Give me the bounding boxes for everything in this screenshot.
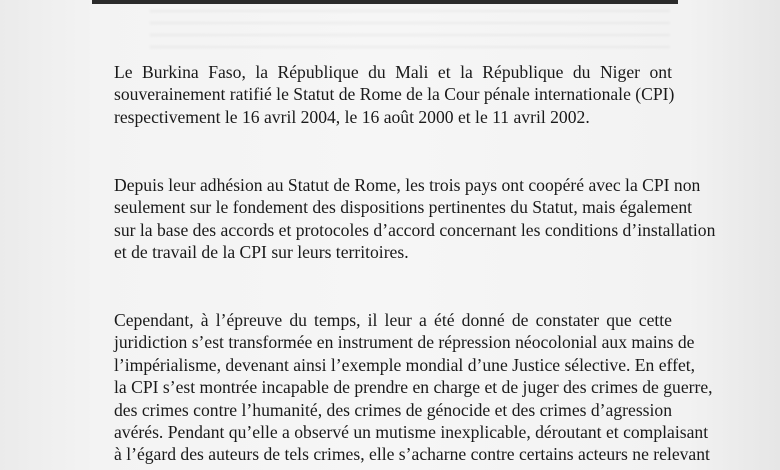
- text-line: l’impérialisme, devenant ainsi l’exemple mondial d’une Justice sélective. En effet,: [114, 354, 696, 375]
- text-line: Depuis leur adhésion au Statut de Rome, les trois pays ont coopéré avec la CPI non: [114, 175, 701, 195]
- text-line: des crimes contre l’humanité, des crimes de génocide et des crimes d’agression: [114, 399, 672, 420]
- text-line: avérés. Pendant qu’elle a observé un mutisme inexplicable, déroutant et complaisant: [114, 421, 709, 442]
- paragraph-criticism: [114, 309, 713, 466]
- text-line: Le Burkina Faso, la République du Mali et la République du Niger ont: [114, 62, 672, 82]
- text-line: la CPI s’est montrée incapable de prendre en charge et de juger des crimes de guerre,: [114, 377, 713, 398]
- text-line: seulement sur le fondement des dispositions pertinentes du Statut, mais également: [114, 197, 693, 218]
- text-line: souverainement ratifié le Statut de Rome de la Cour pénale internationale (CPI): [114, 84, 675, 105]
- page-top-edge: [92, 0, 678, 4]
- text-line: Cependant, à l’épreuve du temps, il leur a été donné de constater que cette: [114, 310, 672, 330]
- paragraph-ratification: [114, 61, 675, 128]
- text-line: et de travail de la CPI sur leurs territoires.: [114, 242, 409, 263]
- text-line: juridiction s’est transformée en instrument de répression néocolonial aux mains de: [114, 332, 695, 353]
- text-line: respectivement le 16 avril 2004, le 16 août 2000 et le 11 avril 2002.: [114, 106, 590, 127]
- bleed-through-text: [150, 10, 670, 50]
- paragraph-cooperation: [114, 174, 716, 264]
- text-line: sur la base des accords et protocoles d’accord concernant les conditions d’installation: [114, 219, 716, 240]
- text-line: à l’égard des auteurs de tels crimes, elle s’acharne contre certains acteurs ne relevant: [114, 444, 710, 465]
